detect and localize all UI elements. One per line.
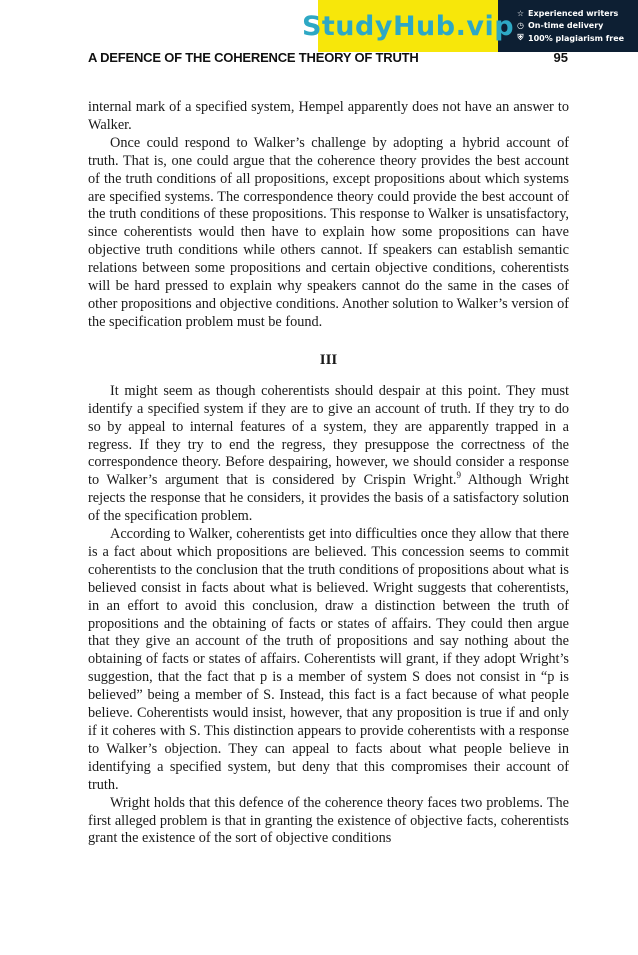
running-head-title: A DEFENCE OF THE COHERENCE THEORY OF TRUTH: [88, 50, 419, 65]
clock-icon: ◷: [517, 21, 524, 30]
badge-label: Experienced writers: [528, 9, 619, 18]
running-head: [88, 50, 568, 68]
paragraph: [88, 383, 569, 526]
badge-label: On-time delivery: [528, 21, 604, 30]
paragraph-text: It might seem as though coherentists should despair at this point. They must identify a specified system if they are to give an account of truth. If they try to do so by appeal to internal features of a system, they are apparently trapped in a regress. If they try to end the regress, they presuppose the correctness of the correspondence theory. Before despairing, however, we should consider a response to Walker’s argument that is considered by Crispin Wright.: [88, 382, 569, 489]
watermark-banner: [301, 0, 638, 52]
paragraph: According to Walker, coherentists get into difficulties once they allow that there is a fact about which propositions are believed. This concession seems to commit coherentists to the conclusion that the truth conditions of propositions about what is believed consist in facts about what is believed. Wright suggests that coherentists, in an effort to avoid this conclusion, draw a distinction between the truth of propositions and the obtaining of facts or states of affairs. They could then argue that they give an account of the truth of propositions and say nothing about the obtaining of facts or states of affairs. Coherentists will grant, if they adopt Wright’s suggestion, that the fact that p is a member of system S does not consist in “p is believed” being a member of S. Instead, this fact is a fact because of what people believe. Coherentists would insist, however, that any proposition is true if and only if it coheres with S. This distinction appears to provide coherentists with a response to Walker’s objection. They can appeal to facts about what people believe in identifying a specified system, but deny that this compromises their account of truth.: [88, 526, 569, 793]
paragraph: Once could respond to Walker’s challenge by adopting a hybrid account of truth. That is, one could argue that the coherence theory provides the best account of the truth conditions of all propositions, except propositions about which systems are specified systems. The correspondence theory could provide the best account of the truth conditions of these propositions. This response to Walker is unsatisfactory, since coherentists would then have to explain how some propositions can have objective truth conditions while others cannot. If speakers can establish semantic relations between some propositions and certain objective conditions, coherentists will be hard pressed to explain why speakers cannot do the same in the cases of other propositions and objective conditions. Another solution to Walker’s version of the specification problem must be found.: [88, 134, 569, 330]
shield-icon: ⛨: [517, 33, 524, 42]
badge-plagiarism: [516, 33, 638, 43]
paragraph: Wright holds that this defence of the coherence theory faces two problems. The first alleged problem is that in granting the existence of objective facts, coherentists grant the existence of the sort of objective conditions: [88, 794, 569, 847]
badge-on-time: [516, 21, 638, 30]
paragraph-text: Although Wright rejects the response that he considers, it provides the basis of a satisfactory solution of the specification problem.: [88, 472, 569, 525]
badge-label: 100% plagiarism free: [528, 33, 625, 43]
star-icon: ☆: [516, 9, 525, 18]
badge-experienced: [516, 9, 638, 18]
paragraph: internal mark of a specified system, Hempel apparently does not have an answer to Walker.: [88, 99, 569, 133]
page-number: 95: [553, 50, 568, 65]
page-body: [88, 99, 569, 848]
badge-list: [508, 0, 638, 52]
brand-name: StudyHub.vip: [301, 10, 515, 42]
section-heading: III: [319, 351, 338, 368]
brand-logo: [301, 0, 515, 52]
footnote-mark: 9: [456, 470, 462, 481]
